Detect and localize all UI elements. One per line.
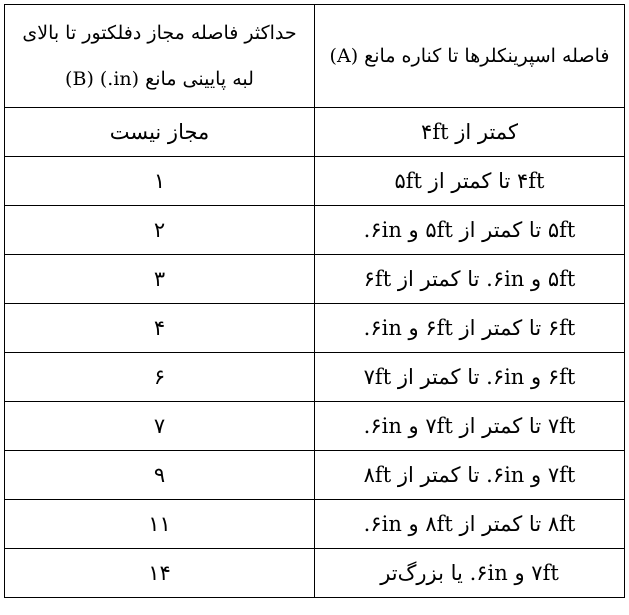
- cell-max-distance-b: ۲: [5, 206, 315, 255]
- cell-max-distance-b: ۴: [5, 304, 315, 353]
- table-row: [5, 304, 625, 353]
- table-row: [5, 500, 625, 549]
- header-distance-a-label: فاصله اسپرینکلرها تا کناره مانع (A): [329, 45, 610, 67]
- cell-distance-a: ۷ft و ۶in. یا بزرگ‌تر: [315, 549, 625, 598]
- cell-max-distance-b: ۱۱: [5, 500, 315, 549]
- cell-distance-a: ۶ft و ۶in. تا کمتر از ۷ft: [315, 353, 625, 402]
- header-distance-a: [315, 5, 625, 108]
- table-row: [5, 157, 625, 206]
- table-row: [5, 255, 625, 304]
- cell-distance-a: ۵ft و ۶in. تا کمتر از ۶ft: [315, 255, 625, 304]
- sprinkler-clearance-table: [4, 4, 625, 598]
- cell-max-distance-b: ۹: [5, 451, 315, 500]
- table-row: [5, 549, 625, 598]
- cell-max-distance-b: مجاز نیست: [5, 108, 315, 157]
- cell-distance-a: ۵ft تا کمتر از ۵ft و ۶in.: [315, 206, 625, 255]
- cell-max-distance-b: ۳: [5, 255, 315, 304]
- table-row: [5, 353, 625, 402]
- header-max-distance-b: [5, 5, 315, 108]
- table-row: [5, 402, 625, 451]
- header-max-distance-b-label: حداکثر فاصله مجاز دفلکتور تا بالای لبه پایینی مانع (in.) (B): [22, 22, 297, 90]
- table-row: [5, 451, 625, 500]
- cell-max-distance-b: ۶: [5, 353, 315, 402]
- table-row: [5, 108, 625, 157]
- cell-distance-a: ۶ft تا کمتر از ۶ft و ۶in.: [315, 304, 625, 353]
- cell-distance-a: ۷ft و ۶in. تا کمتر از ۸ft: [315, 451, 625, 500]
- cell-distance-a: ۴ft تا کمتر از ۵ft: [315, 157, 625, 206]
- cell-max-distance-b: ۷: [5, 402, 315, 451]
- cell-distance-a: کمتر از ۴ft: [315, 108, 625, 157]
- cell-distance-a: ۷ft تا کمتر از ۷ft و ۶in.: [315, 402, 625, 451]
- cell-distance-a: ۸ft تا کمتر از ۸ft و ۶in.: [315, 500, 625, 549]
- table-row: [5, 206, 625, 255]
- cell-max-distance-b: ۱۴: [5, 549, 315, 598]
- cell-max-distance-b: ۱: [5, 157, 315, 206]
- header-row: [5, 5, 625, 108]
